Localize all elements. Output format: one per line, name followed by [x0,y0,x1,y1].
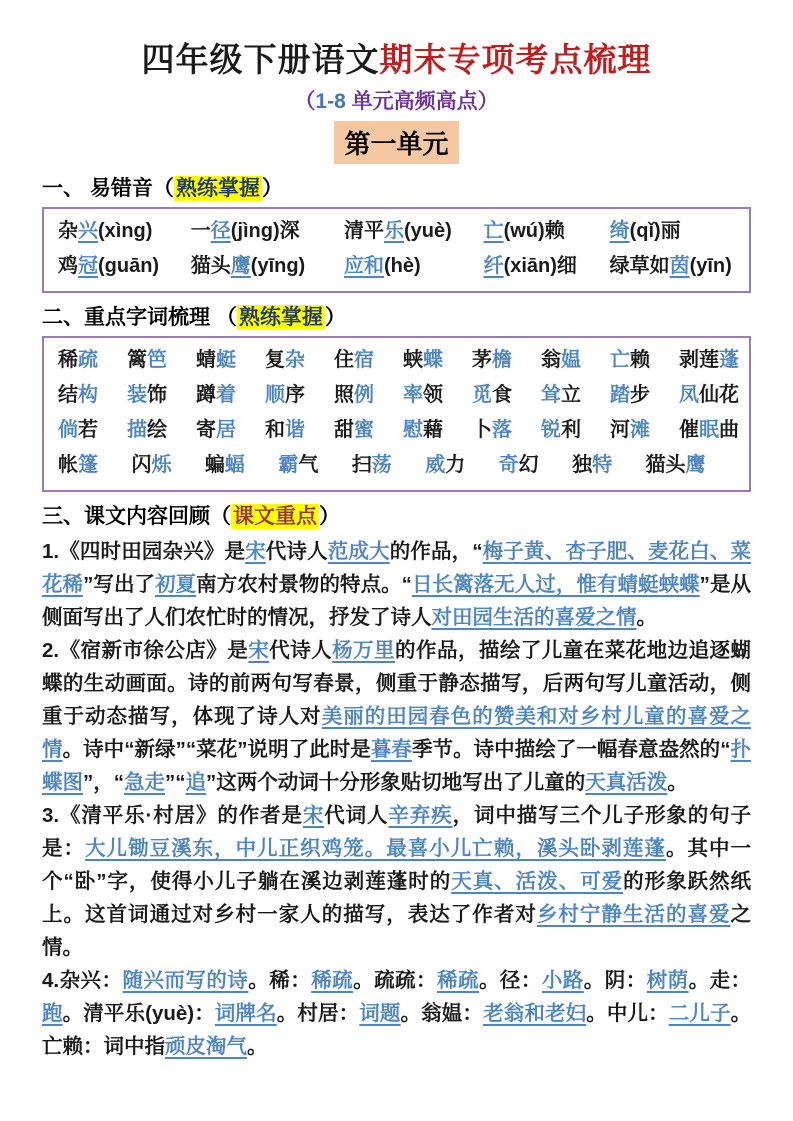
key-text-segment: 特 [592,454,613,476]
subtitle-open-paren: （ [294,90,316,113]
word-entry [265,343,305,378]
plain-text-segment: 力 [445,454,466,476]
plain-text-segment: 。清平乐(yuè)： [62,1002,215,1025]
key-text-segment: 落 [492,419,512,441]
word-entry [196,413,236,448]
key-text-segment: 顽皮淘气 [165,1035,247,1058]
key-text-segment: 树荫 [646,969,689,992]
plain-text-segment: 稀 [58,349,78,371]
key-text-segment: 蝶 [423,349,443,371]
key-text-segment: 亡 [610,349,630,371]
plain-text-segment: 猫头 [190,255,231,277]
word-entry [403,343,443,378]
key-text-segment: 奇 [498,454,519,476]
title-grade-part: 四年级下册语文 [141,41,380,78]
word-row [58,448,739,483]
pinyin-row [58,214,739,249]
plain-text-segment: 代诗人 [269,639,333,662]
key-text-segment: 对田园生活的喜爱之情 [431,606,637,629]
key-text-segment: 绮 [609,220,630,242]
key-text-segment: 宋 [302,804,325,827]
key-text-segment: 蝠 [224,454,245,476]
subtitle-text: 单元高频高点 [351,90,478,113]
key-words-table [42,336,751,492]
word-entry [572,448,612,483]
key-text-segment: 跑 [42,1002,63,1025]
pinyin-entry [610,249,739,284]
plain-text-segment: (hè) [384,255,421,277]
word-entry [472,378,512,413]
word-entry [196,378,236,413]
plain-text-segment: 气 [298,454,319,476]
plain-text-segment: 食 [492,384,512,406]
section3-heading-close: ） [319,505,340,528]
pinyin-entry [484,214,610,249]
plain-text-segment: 剥莲 [679,349,719,371]
plain-text-segment: 帐 [58,454,78,476]
pinyin-entry [58,249,191,284]
word-entry [610,413,650,448]
plain-text-segment: (xìng) [98,220,153,242]
plain-text-segment: 。 [636,606,657,629]
word-entry [127,343,167,378]
key-text-segment: 着 [216,384,236,406]
word-entry [334,378,374,413]
plain-text-segment: 结 [58,384,78,406]
key-text-segment: 宋 [248,639,270,662]
word-entry [679,378,739,413]
page-subtitle [42,85,751,115]
plain-text-segment: 季节。诗中描绘了一幅春意盎然的“ [411,738,731,761]
key-text-segment: 美丽的田园春色的赞美和对乡村儿童的喜爱之情 [42,705,751,761]
plain-text-segment: 蛱 [403,349,423,371]
plain-text-segment: 复 [265,349,285,371]
plain-text-segment: 寄 [196,419,216,441]
plain-text-segment: (yuè) [404,220,452,242]
plain-text-segment: 杂 [58,220,78,242]
key-text-segment: 锐 [541,419,561,441]
plain-text-segment: 3.《清平乐·村居》的作者是 [42,804,303,827]
key-text-segment: 稀疏 [311,969,354,992]
section1-heading-text: 一、 易错音（ [42,177,174,200]
word-entry [58,448,98,483]
key-text-segment: 暮春 [370,738,412,761]
word-entry [334,343,374,378]
section1-heading-close: ） [261,177,283,200]
key-text-segment: 檐 [492,349,512,371]
plain-text-segment: 翁 [541,349,561,371]
plain-text-segment: 住 [334,349,354,371]
pinyin-entry [610,214,739,249]
plain-text-segment: 。翁媪： [400,1002,484,1025]
review-paragraph [42,535,751,634]
key-text-segment: 杂 [285,349,305,371]
key-text-segment: 威 [425,454,446,476]
plain-text-segment: 饰 [147,384,167,406]
key-text-segment: 应和 [344,255,384,277]
key-text-segment: 顺 [265,384,285,406]
unit-title-badge: 第一单元 [334,121,458,164]
key-text-segment: 蜜 [354,419,374,441]
plain-text-segment: 曲 [719,419,739,441]
plain-text-segment: 和 [265,419,285,441]
plain-text-segment: 。 [667,771,688,794]
pinyin-entry [344,249,484,284]
plain-text-segment: 步 [630,384,650,406]
plain-text-segment: 绘 [147,419,167,441]
key-text-segment: 装 [127,384,147,406]
plain-text-segment: ”是从侧面写出了人们农忙时的情况，抒发了诗人 [42,573,752,629]
plain-text-segment: 清平 [344,220,384,242]
word-entry [334,413,374,448]
word-entry [265,413,305,448]
word-entry [425,448,465,483]
key-text-segment: 乡村宁静生活的喜爱 [536,903,731,926]
key-text-segment: 鹰 [230,255,251,277]
plain-text-segment: ”写出了 [83,573,156,596]
section2-heading-text: 二、重点字词梳理 （ [42,306,237,329]
key-text-segment: 构 [78,384,98,406]
plain-text-segment: 。亡赖：词中指 [42,1002,752,1058]
key-text-segment: 踏 [610,384,630,406]
plain-text-segment: 的形象跃然纸上。这首词通过对乡村一家人的描写，表达了作者对 [42,870,752,926]
key-text-segment: 追 [185,771,206,794]
subtitle-unit-range: 1-8 [315,90,352,113]
key-text-segment: 觅 [472,384,492,406]
word-entry [679,343,739,378]
pinyin-entry [484,249,610,284]
word-entry [127,413,167,448]
key-text-segment: 耸 [541,384,561,406]
key-text-segment: 篷 [78,454,98,476]
key-text-segment: 词题 [359,1002,401,1025]
key-text-segment: 径 [210,220,231,242]
word-entry [610,343,650,378]
key-text-segment: 居 [216,419,236,441]
plain-text-segment: (guān) [98,255,160,277]
section2-heading-close: ） [324,306,346,329]
key-text-segment: 宿 [354,349,374,371]
key-text-segment: 宋 [245,540,266,563]
plain-text-segment: 蝙 [204,454,225,476]
key-text-segment: 大儿锄豆溪东，中儿正织鸡笼。最喜小儿亡赖，溪头卧剥莲蓬 [85,837,666,860]
pinyin-entry [191,249,344,284]
pinyin-entry [344,214,484,249]
plain-text-segment: 幻 [518,454,539,476]
plain-text-segment: (qǐ)丽 [629,220,681,242]
plain-text-segment: 。中儿： [586,1002,669,1025]
key-text-segment: 蓬 [719,349,739,371]
word-entry [541,413,581,448]
plain-text-segment: 2.《宿新市徐公店》是 [42,639,249,662]
key-text-segment: 疏 [78,349,98,371]
pinyin-entry [58,214,191,249]
key-text-segment: 老翁和老妇 [483,1002,587,1025]
key-text-segment: 霸 [278,454,299,476]
plain-text-segment: ，词中描写三个儿子形象的句子是： [42,804,752,860]
word-row [58,413,739,448]
key-text-segment: 杨万里 [332,639,396,662]
plain-text-segment: 南方农村景物的特点。“ [196,573,412,596]
plain-text-segment: 茅 [472,349,492,371]
unit-title-row [42,121,751,164]
word-entry [472,413,512,448]
key-text-segment: 天真、活泼、可爱 [451,870,624,893]
plain-text-segment: 闪 [131,454,152,476]
key-text-segment: 范成大 [327,540,390,563]
key-text-segment: 滩 [630,419,650,441]
key-text-segment: 率 [403,384,423,406]
word-entry [58,413,98,448]
plain-text-segment: ”这两个动词十分形象贴切地写出了儿童的 [206,771,586,794]
plain-text-segment: 。阴： [583,969,647,992]
word-entry [403,378,443,413]
plain-text-segment: 绿草如 [609,255,670,277]
word-entry [610,378,650,413]
plain-text-segment: (xiān)细 [503,255,577,277]
plain-text-segment: ”，“ [83,771,124,794]
plain-text-segment: 赖 [630,349,650,371]
pinyin-row [58,249,739,284]
plain-text-segment: 一 [190,220,211,242]
subtitle-close-paren: ） [477,90,499,113]
plain-text-segment: (wú)赖 [503,220,565,242]
word-entry [196,343,236,378]
plain-text-segment: (jìng)深 [230,220,300,242]
key-text-segment: 茵 [669,255,690,277]
key-text-segment: 梅子黄、杏子肥、麦花白、菜花稀 [42,540,752,596]
key-text-segment: 稀疏 [437,969,479,992]
key-text-segment: 烁 [151,454,172,476]
word-entry [127,378,167,413]
key-text-segment: 词牌名 [214,1002,277,1025]
error-prone-pronunciation-table [42,207,751,293]
plain-text-segment: 1.《四时田园杂兴》是 [42,540,246,563]
review-paragraph [42,799,751,964]
key-text-segment: 慰 [403,419,423,441]
plain-text-segment: 甜 [334,419,354,441]
plain-text-segment: 的作品，描绘了儿童在菜花地边追逐蝴蝶的生动画面。诗的前两句写春景，侧重于静态描写，后两句写儿童活动，侧重于动态描写，体现了诗人对 [42,639,752,728]
word-entry [352,448,392,483]
review-paragraph [42,964,751,1063]
word-entry [58,378,98,413]
key-text-segment: 亡 [483,220,504,242]
review-paragraph [42,634,751,799]
plain-text-segment: 。疏疏： [353,969,437,992]
section3-heading-highlight: 课文重点 [233,505,317,528]
key-text-segment: 急走 [124,771,165,794]
key-text-segment: 荡 [371,454,392,476]
key-text-segment: 描 [127,419,147,441]
plain-text-segment: 若 [78,419,98,441]
word-row [58,378,739,413]
plain-text-segment: (yīng) [250,255,306,277]
plain-text-segment: 猫头 [645,454,686,476]
key-text-segment: 小路 [541,969,584,992]
plain-text-segment: 4.杂兴： [42,969,123,992]
plain-text-segment: ”“ [165,771,186,794]
section2-heading [42,301,751,331]
key-text-segment: 二儿子 [668,1002,731,1025]
plain-text-segment: 扫 [351,454,372,476]
plain-text-segment: 立 [561,384,581,406]
key-text-segment: 眠 [699,419,719,441]
key-text-segment: 兴 [78,220,98,242]
plain-text-segment: 。走： [688,969,752,992]
page-title [42,34,751,81]
section1-heading-highlight: 熟练掌握 [175,177,260,200]
word-entry [265,378,305,413]
plain-text-segment: 催 [679,419,699,441]
key-text-segment: 随兴而写的诗 [122,969,249,992]
plain-text-segment: 之情。 [42,903,751,959]
plain-text-segment: 。径： [478,969,542,992]
plain-text-segment: 蜻 [196,349,216,371]
word-entry [541,343,581,378]
plain-text-segment: 卜 [472,419,492,441]
plain-text-segment: 篱 [127,349,147,371]
key-text-segment: 蜓 [216,349,236,371]
word-entry [205,448,245,483]
key-text-segment: 辛弃疾 [388,804,453,827]
key-text-segment: 媪 [561,349,581,371]
plain-text-segment: 。稀： [248,969,312,992]
key-text-segment: 乐 [384,220,404,242]
plain-text-segment: 代词人 [324,804,389,827]
plain-text-segment: 。诗中“新绿”“菜花”说明了此时是 [62,738,371,761]
plain-text-segment: 领 [423,384,443,406]
word-entry [131,448,171,483]
word-entry [403,413,443,448]
plain-text-segment: 序 [285,384,305,406]
word-entry [541,378,581,413]
plain-text-segment: (yīn) [689,255,732,277]
title-topic-part: 期末专项考点梳理 [379,41,652,78]
course-review-paragraphs [42,535,751,1063]
plain-text-segment: 河 [610,419,630,441]
plain-text-segment: 代诗人 [265,540,328,563]
word-entry [58,343,98,378]
key-text-segment: 鹰 [685,454,706,476]
section1-heading [42,172,751,202]
plain-text-segment: 的作品，“ [389,540,483,563]
key-text-segment: 冠 [78,255,98,277]
plain-text-segment: 藉 [423,419,443,441]
key-text-segment: 谐 [285,419,305,441]
word-entry [679,413,739,448]
word-row [58,343,739,378]
section2-heading-highlight: 熟练掌握 [238,306,323,329]
plain-text-segment: 独 [572,454,593,476]
key-text-segment: 日长篱落无人过，惟有蜻蜓蛱蝶 [411,573,700,596]
key-text-segment: 纤 [483,255,504,277]
key-text-segment: 扑蝶图 [42,738,752,794]
plain-text-segment: 蹲 [196,384,216,406]
section3-heading-text: 三、课文内容回顾（ [42,505,231,528]
plain-text-segment: 。其中一个“卧”字，使得小儿子躺在溪边剥莲蓬时的 [42,837,751,893]
pinyin-entry [191,214,344,249]
word-entry [499,448,539,483]
key-text-segment: 天真活泼 [585,771,668,794]
plain-text-segment: 。村居： [276,1002,360,1025]
plain-text-segment: 。 [247,1035,268,1058]
key-text-segment: 倘 [58,419,78,441]
plain-text-segment: 照 [334,384,354,406]
key-text-segment: 例 [354,384,374,406]
plain-text-segment: 仙花 [699,384,739,406]
word-entry [472,343,512,378]
key-text-segment: 凤 [679,384,699,406]
key-text-segment: 初夏 [155,573,197,596]
word-entry [278,448,318,483]
plain-text-segment: 利 [561,419,581,441]
plain-text-segment: 鸡 [58,255,78,277]
word-entry [646,448,706,483]
section3-heading [42,500,751,530]
key-text-segment: 笆 [147,349,167,371]
